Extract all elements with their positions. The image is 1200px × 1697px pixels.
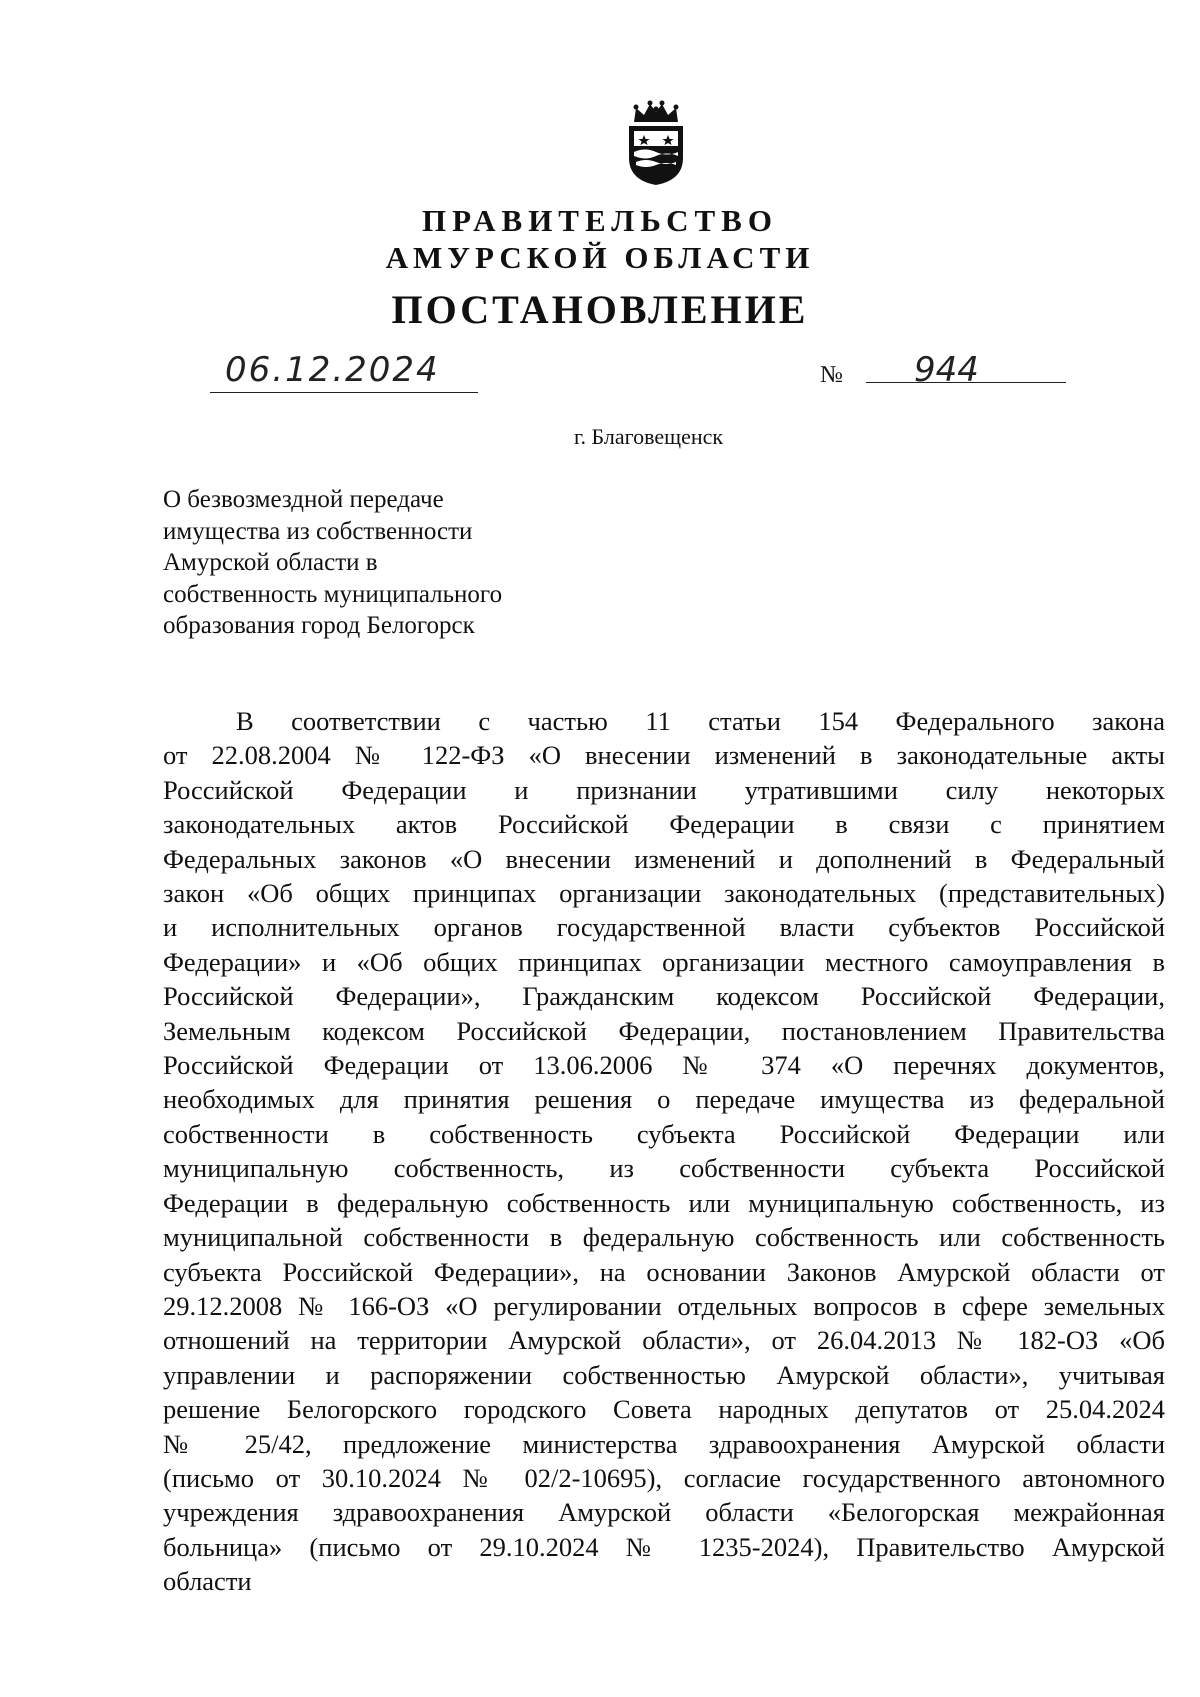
subject-line: Амурской области в [163,549,378,576]
body-line: законодательных актов Российской Федерации в связи с принятием [163,809,1165,840]
body-line: больница» (письмо от 29.10.2024 № 1235-2024), Правительство Амурской [163,1531,1165,1562]
body-line: закон «Об общих принципах организации законодательных (представительных) [163,878,1165,909]
body-line: Российской Федерации и признании утратившими силу некоторых [163,774,1165,805]
body-paragraph [163,704,1165,1599]
body-line: необходимых для принятия решения о передаче имущества из федеральной [163,1084,1165,1115]
coat-of-arms-icon [624,100,688,186]
body-line: собственности в собственность субъекта Российской Федерации или [163,1118,1165,1149]
city: г. Благовещенск [574,424,724,449]
body-line: учреждения здравоохранения Амурской области «Белогорская межрайонная [163,1497,1165,1528]
document-type: ПОСТАНОВЛЕНИЕ [391,287,809,332]
body-line: отношений на территории Амурской области», от 26.04.2013 № 182-ОЗ «Об [163,1325,1165,1356]
body-line: решение Белогорского городского Совета народных депутатов от 25.04.2024 [163,1394,1165,1425]
body-line: области [163,1566,252,1597]
subject-line: имущества из собственности [163,517,473,545]
date-underline [210,392,478,393]
body-line: и исполнительных органов государственной власти субъектов Российской [163,912,1165,943]
body-line: Федерации» и «Об общих принципах организации местного самоуправления в [163,946,1165,977]
body-line: 29.12.2008 № 166-ОЗ «О регулировании отдельных вопросов в сфере земельных [163,1290,1165,1321]
body-line: В соответствии с частью 11 статьи 154 Федерального закона [236,706,1165,736]
body-line: Российской Федерации», Гражданским кодексом Российской Федерации, [163,981,1165,1012]
number-underline [866,382,1066,383]
org-name-line2: АМУРСКОЙ ОБЛАСТИ [385,240,815,275]
org-name-line1: ПРАВИТЕЛЬСТВО [422,203,778,238]
document-number: 944 [914,350,979,390]
body-line: (письмо от 30.10.2024 № 02/2-10695), согласие государственного автономного [163,1462,1165,1493]
body-line: управлении и распоряжении собственностью Амурской области», учитывая [163,1359,1165,1390]
document-date: 06.12.2024 [225,350,440,390]
subject-line: О безвозмездной передаче [163,486,444,513]
number-sign: № [820,362,843,388]
body-line: Российской Федерации от 13.06.2006 № 374 «О перечнях документов, [163,1050,1165,1081]
body-line: Федерации в федеральную собственность или муниципальную собственность, из [163,1187,1165,1218]
body-line: субъекта Российской Федерации», на основании Законов Амурской области от [163,1256,1165,1287]
subject-line: образования город Белогорск [163,612,475,639]
body-line: Федеральных законов «О внесении изменений и дополнений в Федеральный [163,843,1165,874]
document-subject [163,484,643,642]
body-line: муниципальной собственности в федеральную собственность или собственность [163,1222,1165,1253]
body-line: муниципальную собственность, из собственности субъекта Российской [163,1153,1165,1184]
subject-line: собственность муниципального [163,580,503,608]
body-line: Земельным кодексом Российской Федерации, постановлением Правительства [163,1015,1165,1046]
body-line: № 25/42, предложение министерства здравоохранения Амурской области [163,1428,1165,1459]
body-line: от 22.08.2004 № 122-ФЗ «О внесении изменений в законодательные акты [163,740,1165,771]
